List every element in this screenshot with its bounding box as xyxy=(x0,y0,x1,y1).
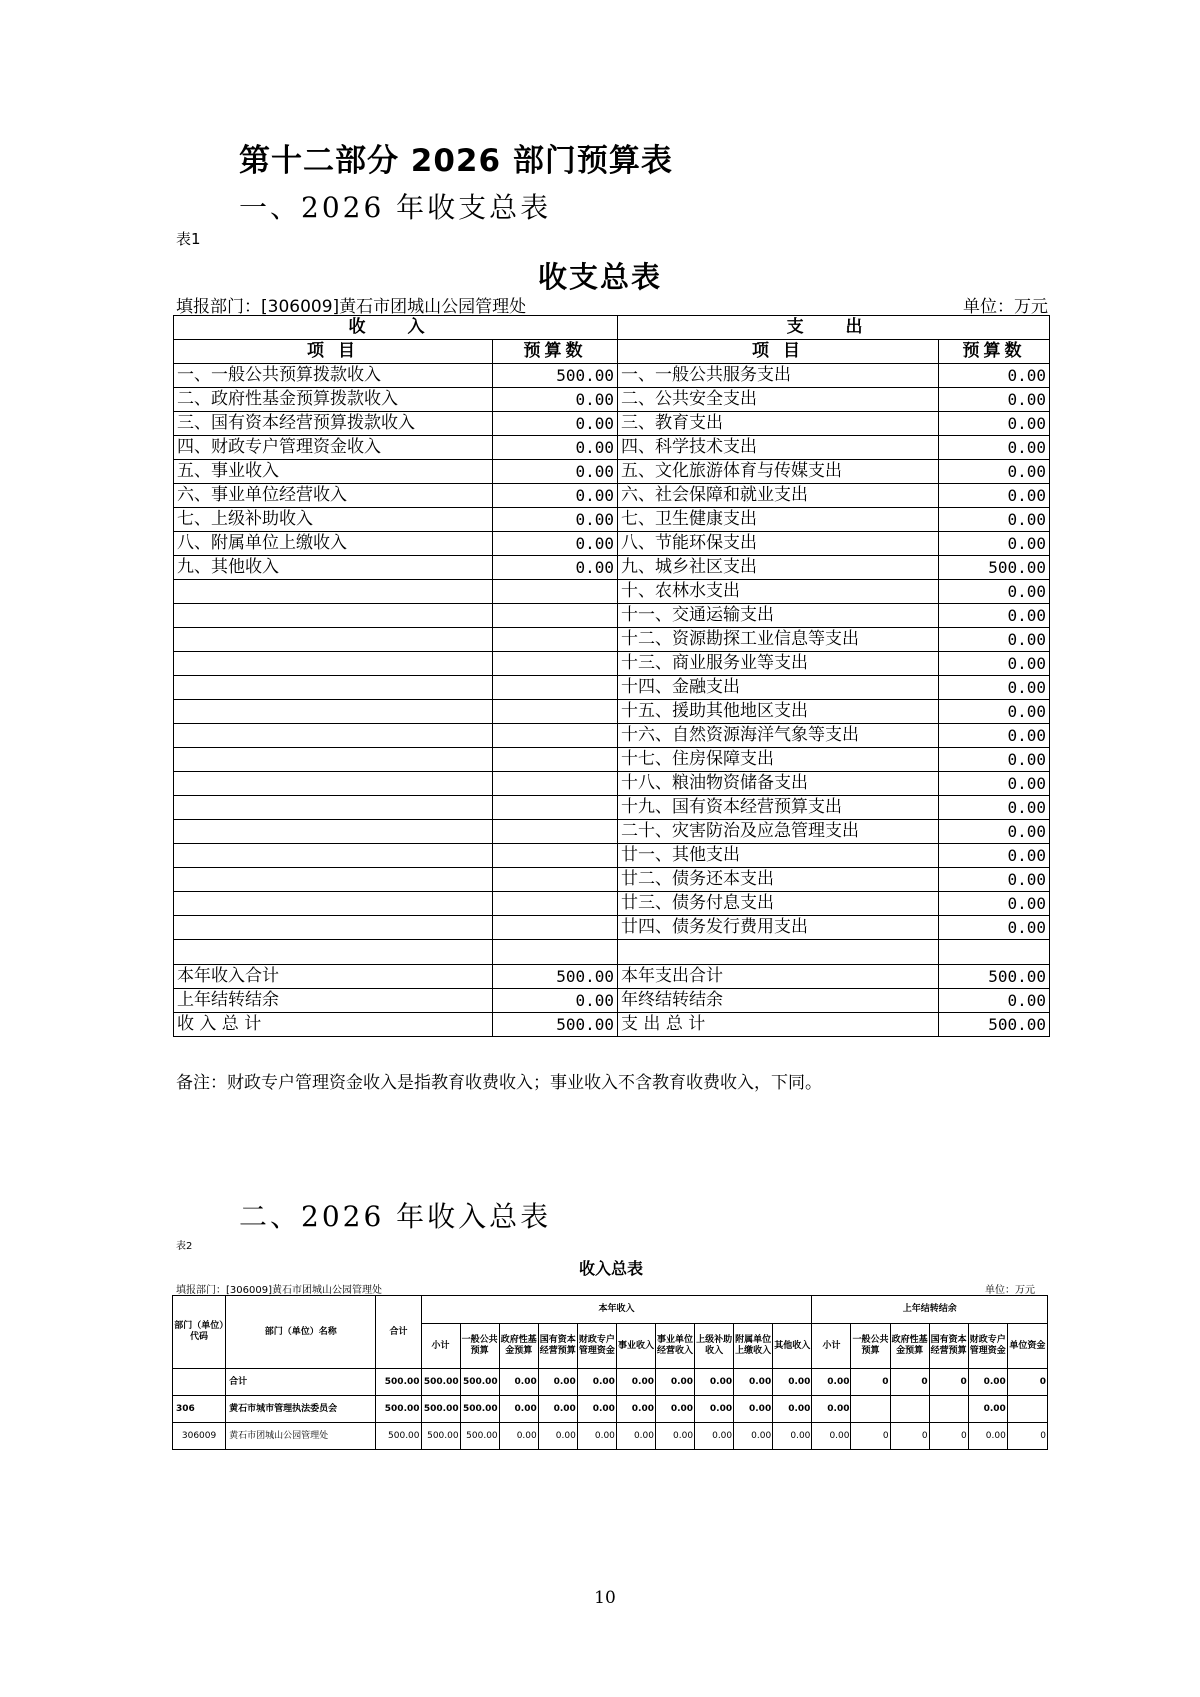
value-cell: 0.00 xyxy=(968,1396,1007,1423)
value-cell: 0.00 xyxy=(773,1423,812,1450)
value-cell: 500.00 xyxy=(460,1369,499,1396)
income-value-cell xyxy=(493,676,618,700)
value-cell: 0.00 xyxy=(812,1396,851,1423)
total-row xyxy=(174,965,1050,989)
unit-code-cell: 306 xyxy=(173,1396,226,1423)
expense-item-cell: 一、一般公共服务支出 xyxy=(618,364,939,388)
value-cell: 0 xyxy=(929,1423,968,1450)
header-prior-col: 单位资金 xyxy=(1007,1324,1047,1369)
expense-item-cell: 年终结转结余 xyxy=(618,989,939,1013)
expense-item-cell: 十四、金融支出 xyxy=(618,676,939,700)
table2-label: 表2 xyxy=(176,1241,193,1252)
expense-value-cell: 0.00 xyxy=(939,388,1050,412)
expense-value-cell xyxy=(939,940,1050,965)
income-item-cell: 七、上级补助收入 xyxy=(174,508,493,532)
header-current-year: 本年收入 xyxy=(421,1296,812,1324)
income-value-cell xyxy=(493,940,618,965)
income-value-cell xyxy=(493,652,618,676)
expense-item-cell: 八、节能环保支出 xyxy=(618,532,939,556)
expense-value-cell: 0.00 xyxy=(939,508,1050,532)
value-cell: 0.00 xyxy=(968,1423,1007,1450)
table-row xyxy=(173,1423,1048,1450)
value-cell: 0.00 xyxy=(655,1423,694,1450)
income-value-cell: 0.00 xyxy=(493,484,618,508)
value-cell: 0.00 xyxy=(695,1396,734,1423)
expense-value-cell: 0.00 xyxy=(939,532,1050,556)
expense-value-cell: 0.00 xyxy=(939,484,1050,508)
income-item-header: 项 目 xyxy=(174,340,493,364)
value-cell: 0 xyxy=(929,1369,968,1396)
expense-item-cell: 本年支出合计 xyxy=(618,965,939,989)
unit-name-cell: 黄石市城市管理执法委员会 xyxy=(226,1396,376,1423)
header-current-col: 政府性基金预算 xyxy=(499,1324,538,1369)
table-row xyxy=(174,460,1050,484)
income-item-cell xyxy=(174,796,493,820)
value-cell: 0.00 xyxy=(577,1423,616,1450)
income-item-cell: 五、事业收入 xyxy=(174,460,493,484)
expense-item-cell: 支 出 总 计 xyxy=(618,1013,939,1037)
header-prior-col: 国有资本经营预算 xyxy=(929,1324,968,1369)
table-row xyxy=(174,436,1050,460)
expense-value-cell: 0.00 xyxy=(939,676,1050,700)
value-cell: 0 xyxy=(1007,1423,1047,1450)
value-cell: 0 xyxy=(890,1423,929,1450)
expense-value-cell: 0.00 xyxy=(939,892,1050,916)
value-cell: 500.00 xyxy=(460,1423,499,1450)
expense-value-cell: 500.00 xyxy=(939,556,1050,580)
expense-value-cell: 0.00 xyxy=(939,604,1050,628)
income-value-cell: 0.00 xyxy=(493,508,618,532)
income-value-cell: 0.00 xyxy=(493,412,618,436)
table2-title: 收入总表 xyxy=(578,1259,643,1278)
unit-code-cell xyxy=(173,1369,226,1396)
header-current-col: 财政专户管理资金 xyxy=(577,1324,616,1369)
table1-label: 表1 xyxy=(176,230,201,248)
income-value-cell xyxy=(493,724,618,748)
header-current-col: 附属单位上缴收入 xyxy=(734,1324,773,1369)
table-row xyxy=(174,628,1050,652)
table-row xyxy=(174,652,1050,676)
expense-value-cell: 0.00 xyxy=(939,652,1050,676)
value-cell: 0.00 xyxy=(538,1369,577,1396)
header-prior-col: 财政专户管理资金 xyxy=(968,1324,1007,1369)
value-cell: 0.00 xyxy=(773,1369,812,1396)
income-item-cell: 八、附属单位上缴收入 xyxy=(174,532,493,556)
expense-value-cell: 0.00 xyxy=(939,916,1050,940)
table-row xyxy=(174,820,1050,844)
total-row xyxy=(174,989,1050,1013)
value-cell xyxy=(851,1396,890,1423)
table1-note: 备注：财政专户管理资金收入是指教育收费收入；事业收入不含教育收费收入，下同。 xyxy=(176,1073,822,1093)
table-row xyxy=(174,676,1050,700)
income-header: 收 入 xyxy=(174,316,618,340)
expense-value-cell: 0.00 xyxy=(939,460,1050,484)
income-item-cell xyxy=(174,676,493,700)
table-row xyxy=(174,388,1050,412)
income-value-cell: 0.00 xyxy=(493,460,618,484)
income-value-cell: 500.00 xyxy=(493,1013,618,1037)
value-cell xyxy=(890,1396,929,1423)
expense-item-cell: 廿四、债务发行费用支出 xyxy=(618,916,939,940)
table-row xyxy=(174,580,1050,604)
expense-item-cell: 十一、交通运输支出 xyxy=(618,604,939,628)
expense-item-cell: 十九、国有资本经营预算支出 xyxy=(618,796,939,820)
table1-unit: 单位：万元 xyxy=(963,297,1048,317)
value-cell xyxy=(929,1396,968,1423)
expense-item-cell: 十五、援助其他地区支出 xyxy=(618,700,939,724)
table-row xyxy=(174,748,1050,772)
table-row xyxy=(174,892,1050,916)
value-cell: 500.00 xyxy=(421,1423,460,1450)
table-row xyxy=(174,724,1050,748)
expense-item-cell: 二、公共安全支出 xyxy=(618,388,939,412)
header-current-col: 小计 xyxy=(421,1324,460,1369)
income-item-cell xyxy=(174,940,493,965)
expense-item-cell xyxy=(618,940,939,965)
expense-item-cell: 廿一、其他支出 xyxy=(618,844,939,868)
income-item-cell xyxy=(174,580,493,604)
expense-item-cell: 二十、灾害防治及应急管理支出 xyxy=(618,820,939,844)
income-item-cell xyxy=(174,748,493,772)
value-cell: 0.00 xyxy=(577,1369,616,1396)
value-cell: 0 xyxy=(851,1423,890,1450)
unit-name-cell: 合计 xyxy=(226,1369,376,1396)
expense-item-cell: 十八、粮油物资储备支出 xyxy=(618,772,939,796)
expense-value-cell: 0.00 xyxy=(939,724,1050,748)
header-prior-year: 上年结转结余 xyxy=(812,1296,1048,1324)
total-row xyxy=(174,1013,1050,1037)
expense-item-cell: 十七、住房保障支出 xyxy=(618,748,939,772)
expense-value-cell: 0.00 xyxy=(939,989,1050,1013)
expense-value-cell: 0.00 xyxy=(939,868,1050,892)
table1-title: 收支总表 xyxy=(537,260,662,294)
income-item-cell xyxy=(174,892,493,916)
expense-item-cell: 六、社会保障和就业支出 xyxy=(618,484,939,508)
income-value-cell: 0.00 xyxy=(493,436,618,460)
value-cell: 0.00 xyxy=(655,1369,694,1396)
value-cell: 0.00 xyxy=(812,1369,851,1396)
income-item-cell: 一、一般公共预算拨款收入 xyxy=(174,364,493,388)
expense-budget-header: 预算数 xyxy=(939,340,1050,364)
unit-name-cell: 黄石市团城山公园管理处 xyxy=(226,1423,376,1450)
income-budget-header: 预算数 xyxy=(493,340,618,364)
income-value-cell xyxy=(493,748,618,772)
income-value-cell xyxy=(493,916,618,940)
income-item-cell xyxy=(174,628,493,652)
expense-value-cell: 500.00 xyxy=(939,1013,1050,1037)
table-row xyxy=(173,1396,1048,1423)
unit-code-cell: 306009 xyxy=(173,1423,226,1450)
value-cell: 0.00 xyxy=(968,1369,1007,1396)
table-row xyxy=(174,796,1050,820)
income-item-cell xyxy=(174,724,493,748)
table-row xyxy=(174,484,1050,508)
income-value-cell xyxy=(493,772,618,796)
header-current-col: 一般公共预算 xyxy=(460,1324,499,1369)
value-cell: 0 xyxy=(890,1369,929,1396)
income-item-cell xyxy=(174,772,493,796)
expense-value-cell: 0.00 xyxy=(939,436,1050,460)
table-row xyxy=(174,604,1050,628)
income-value-cell xyxy=(493,604,618,628)
value-cell: 0.00 xyxy=(734,1369,773,1396)
income-value-cell: 500.00 xyxy=(493,364,618,388)
value-cell: 0.00 xyxy=(616,1423,655,1450)
value-cell: 0.00 xyxy=(616,1369,655,1396)
value-cell: 0.00 xyxy=(499,1369,538,1396)
income-item-cell: 二、政府性基金预算拨款收入 xyxy=(174,388,493,412)
expense-item-cell: 十二、资源勘探工业信息等支出 xyxy=(618,628,939,652)
value-cell: 0.00 xyxy=(538,1423,577,1450)
expense-value-cell: 0.00 xyxy=(939,820,1050,844)
income-value-cell: 0.00 xyxy=(493,388,618,412)
table-row xyxy=(173,1369,1048,1396)
expense-item-cell: 五、文化旅游体育与传媒支出 xyxy=(618,460,939,484)
expense-value-cell: 0.00 xyxy=(939,748,1050,772)
expense-value-cell: 0.00 xyxy=(939,700,1050,724)
value-cell: 0 xyxy=(851,1369,890,1396)
header-current-col: 事业单位经营收入 xyxy=(655,1324,694,1369)
header-prior-col: 政府性基金预算 xyxy=(890,1324,929,1369)
income-value-cell: 0.00 xyxy=(493,556,618,580)
table2-unit: 单位：万元 xyxy=(985,1285,1035,1296)
value-cell: 0.00 xyxy=(695,1369,734,1396)
expense-value-cell: 0.00 xyxy=(939,364,1050,388)
value-cell: 500.00 xyxy=(421,1396,460,1423)
value-cell: 0.00 xyxy=(734,1423,773,1450)
value-cell: 0 xyxy=(1007,1369,1047,1396)
expense-item-cell: 十、农林水支出 xyxy=(618,580,939,604)
income-value-cell: 0.00 xyxy=(493,989,618,1013)
expense-item-header: 项 目 xyxy=(618,340,939,364)
table-row xyxy=(174,364,1050,388)
part-title: 第十二部分 2026 部门预算表 xyxy=(239,143,673,179)
header-current-col: 国有资本经营预算 xyxy=(538,1324,577,1369)
income-item-cell xyxy=(174,868,493,892)
income-value-cell xyxy=(493,868,618,892)
value-cell: 0.00 xyxy=(538,1396,577,1423)
expense-item-cell: 四、科学技术支出 xyxy=(618,436,939,460)
expense-item-cell: 十三、商业服务业等支出 xyxy=(618,652,939,676)
value-cell: 500.00 xyxy=(376,1423,421,1450)
header-prior-col: 一般公共预算 xyxy=(851,1324,890,1369)
value-cell: 0.00 xyxy=(812,1423,851,1450)
expense-item-cell: 十六、自然资源海洋气象等支出 xyxy=(618,724,939,748)
income-item-cell: 上年结转结余 xyxy=(174,989,493,1013)
income-item-cell xyxy=(174,604,493,628)
expense-item-cell: 廿二、债务还本支出 xyxy=(618,868,939,892)
income-item-cell xyxy=(174,700,493,724)
income-value-cell xyxy=(493,628,618,652)
header-prior-col: 小计 xyxy=(812,1324,851,1369)
income-value-cell xyxy=(493,580,618,604)
value-cell: 500.00 xyxy=(376,1369,421,1396)
value-cell: 0.00 xyxy=(695,1423,734,1450)
value-cell: 0.00 xyxy=(616,1396,655,1423)
expense-value-cell: 0.00 xyxy=(939,412,1050,436)
value-cell: 0.00 xyxy=(499,1423,538,1450)
table2-department: 填报部门：[306009]黄石市团城山公园管理处 xyxy=(176,1285,382,1296)
section1-heading: 一、2026 年收支总表 xyxy=(239,191,552,224)
table-row xyxy=(174,532,1050,556)
value-cell: 0.00 xyxy=(577,1396,616,1423)
income-value-cell: 500.00 xyxy=(493,965,618,989)
header-total: 合计 xyxy=(376,1296,421,1369)
expense-value-cell: 0.00 xyxy=(939,796,1050,820)
income-expense-table xyxy=(173,315,1050,1037)
expense-value-cell: 0.00 xyxy=(939,844,1050,868)
value-cell: 500.00 xyxy=(460,1396,499,1423)
value-cell: 0.00 xyxy=(773,1396,812,1423)
income-item-cell xyxy=(174,652,493,676)
header-current-col: 事业收入 xyxy=(616,1324,655,1369)
income-value-cell xyxy=(493,892,618,916)
expense-item-cell: 七、卫生健康支出 xyxy=(618,508,939,532)
income-item-cell: 六、事业单位经营收入 xyxy=(174,484,493,508)
table-row xyxy=(174,412,1050,436)
value-cell: 0.00 xyxy=(655,1396,694,1423)
income-item-cell: 本年收入合计 xyxy=(174,965,493,989)
section2-heading: 二、2026 年收入总表 xyxy=(239,1200,552,1233)
table-row xyxy=(174,868,1050,892)
header-current-col: 其他收入 xyxy=(773,1324,812,1369)
expense-value-cell: 0.00 xyxy=(939,628,1050,652)
header-name: 部门（单位）名称 xyxy=(226,1296,376,1369)
expense-value-cell: 0.00 xyxy=(939,772,1050,796)
income-value-cell xyxy=(493,820,618,844)
table-row xyxy=(174,700,1050,724)
table-row xyxy=(174,772,1050,796)
value-cell: 0.00 xyxy=(499,1396,538,1423)
table-row xyxy=(174,940,1050,965)
income-item-cell: 九、其他收入 xyxy=(174,556,493,580)
value-cell: 0.00 xyxy=(734,1396,773,1423)
page-number: 10 xyxy=(594,1588,616,1608)
income-value-cell xyxy=(493,796,618,820)
value-cell xyxy=(1007,1396,1047,1423)
expense-item-cell: 三、教育支出 xyxy=(618,412,939,436)
table-row xyxy=(174,508,1050,532)
expense-value-cell: 500.00 xyxy=(939,965,1050,989)
expense-header: 支 出 xyxy=(618,316,1050,340)
expense-item-cell: 廿三、债务付息支出 xyxy=(618,892,939,916)
table-row xyxy=(174,844,1050,868)
table-row xyxy=(174,556,1050,580)
header-code: 部门（单位）代码 xyxy=(173,1296,226,1369)
income-item-cell: 三、国有资本经营预算拨款收入 xyxy=(174,412,493,436)
expense-item-cell: 九、城乡社区支出 xyxy=(618,556,939,580)
income-value-cell xyxy=(493,844,618,868)
income-item-cell xyxy=(174,844,493,868)
table-row xyxy=(174,916,1050,940)
table1-department: 填报部门：[306009]黄石市团城山公园管理处 xyxy=(176,297,527,317)
value-cell: 500.00 xyxy=(376,1396,421,1423)
income-item-cell xyxy=(174,820,493,844)
value-cell: 500.00 xyxy=(421,1369,460,1396)
income-summary-table xyxy=(172,1295,1048,1450)
income-value-cell: 0.00 xyxy=(493,532,618,556)
header-current-col: 上级补助收入 xyxy=(695,1324,734,1369)
income-item-cell: 四、财政专户管理资金收入 xyxy=(174,436,493,460)
income-item-cell: 收 入 总 计 xyxy=(174,1013,493,1037)
income-item-cell xyxy=(174,916,493,940)
expense-value-cell: 0.00 xyxy=(939,580,1050,604)
income-value-cell xyxy=(493,700,618,724)
